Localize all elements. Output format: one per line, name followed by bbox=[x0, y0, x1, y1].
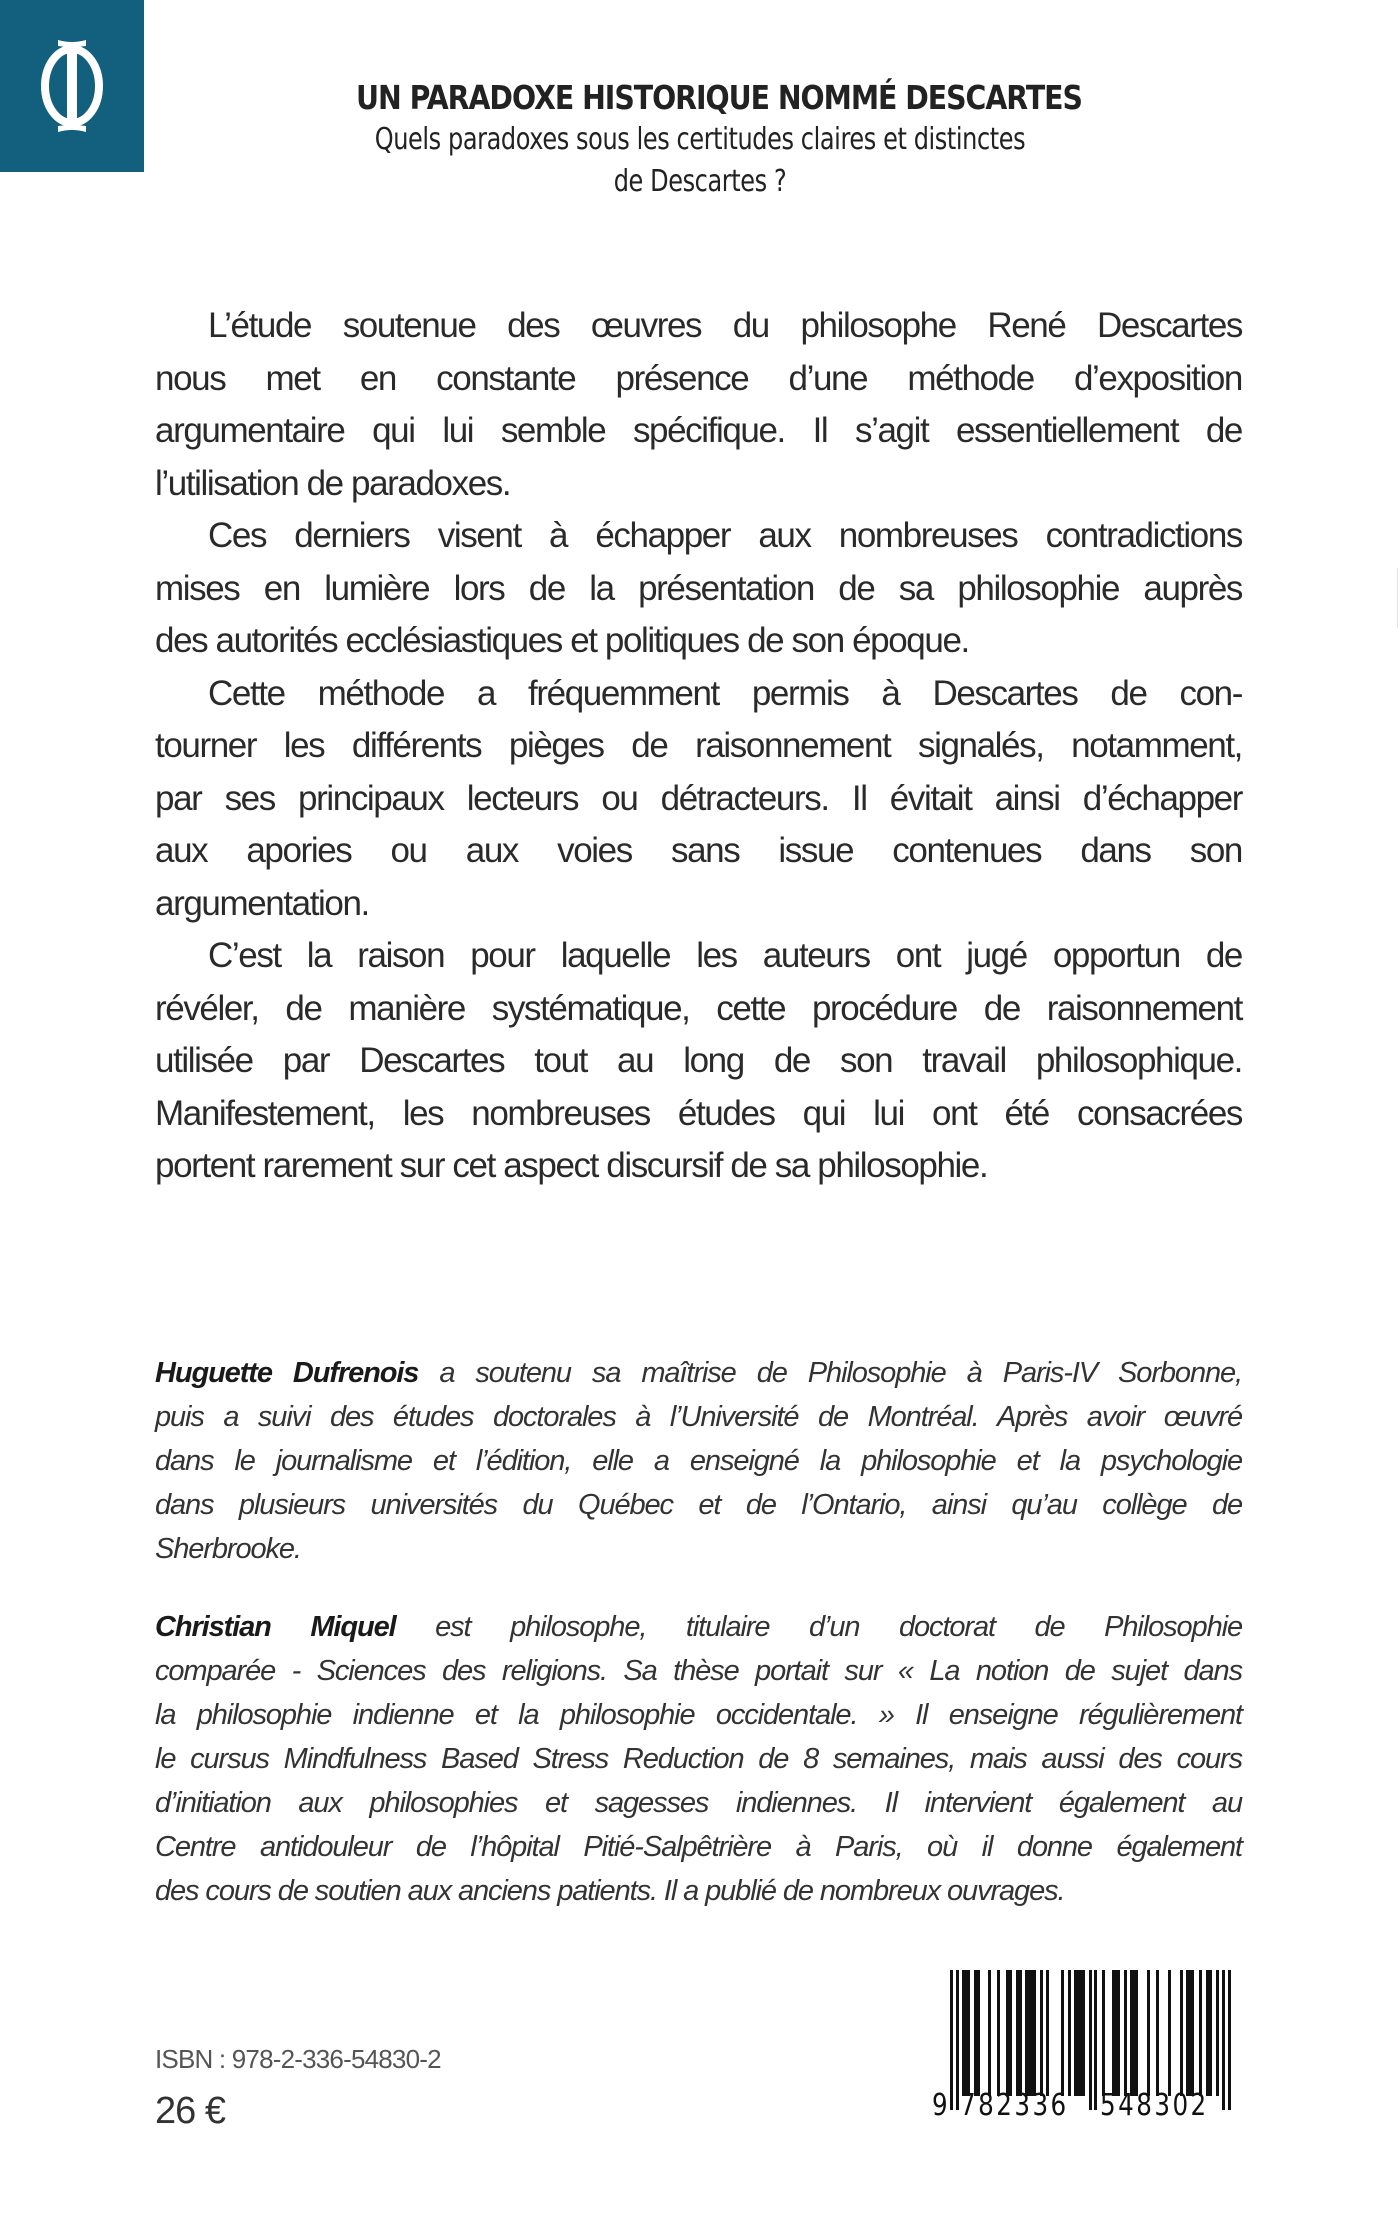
bio-line: Centre antidouleur de l’hôpital Pitié-Salpêtrière à Paris, où il donne également bbox=[155, 1831, 1242, 1863]
publisher-logo bbox=[0, 0, 144, 172]
edge-mark bbox=[1397, 568, 1398, 628]
bio-line: dans plusieurs universités du Québec et de l’Ontario, ainsi qu’au collège de bbox=[155, 1489, 1242, 1521]
author-name: Huguette Dufrenois bbox=[155, 1357, 419, 1389]
summary-line: tourner les différents pièges de raisonnement signalés, notamment, bbox=[155, 726, 1242, 765]
summary-line: Manifestement, les nombreuses études qui lui ont été consacrées bbox=[155, 1094, 1242, 1133]
bio-line: d’initiation aux philosophies et sagesses indiennes. Il intervient également au bbox=[155, 1787, 1242, 1819]
summary-line: Cette méthode a fréquemment permis à Descartes de con- bbox=[208, 674, 1242, 713]
book-title: UN PARADOXE HISTORIQUE NOMMÉ DESCARTES bbox=[356, 78, 1082, 117]
author-name: Christian Miquel bbox=[155, 1611, 396, 1643]
bio-line: Huguette Dufrenois a soutenu sa maîtrise de Philosophie à Paris-IV Sorbonne, bbox=[155, 1357, 1242, 1389]
summary-line: argumentaire qui lui semble spécifique. Il s’agit essentiellement de bbox=[155, 411, 1242, 450]
summary-line: argumentation. bbox=[155, 884, 369, 923]
summary-line: mises en lumière lors de la présentation de sa philosophie auprès bbox=[155, 569, 1242, 608]
summary-line: des autorités ecclésiastiques et politiques de son époque. bbox=[155, 621, 969, 660]
book-subtitle-line-1: Quels paradoxes sous les certitudes claires et distinctes bbox=[374, 122, 1026, 157]
bio-line: dans le journalisme et l’édition, elle a enseigné la philosophie et la psychologie bbox=[155, 1445, 1242, 1477]
bio-line: Christian Miquel est philosophe, titulaire d’un doctorat de Philosophie bbox=[155, 1611, 1242, 1643]
bio-line: des cours de soutien aux anciens patients. Il a publié de nombreux ouvrages. bbox=[155, 1875, 1065, 1907]
price-text: 26 € bbox=[155, 2090, 225, 2132]
summary-line: par ses principaux lecteurs ou détracteurs. Il évitait ainsi d’échapper bbox=[155, 779, 1242, 818]
summary-line: L’étude soutenue des œuvres du philosophe René Descartes bbox=[208, 306, 1242, 345]
phi-icon bbox=[0, 0, 144, 172]
summary-line: l’utilisation de paradoxes. bbox=[155, 464, 511, 503]
bio-line: puis a suivi des études doctorales à l’Université de Montréal. Après avoir œuvré bbox=[155, 1401, 1242, 1433]
summary-line: révéler, de manière systématique, cette procédure de raisonnement bbox=[155, 989, 1242, 1028]
bio-line: le cursus Mindfulness Based Stress Reduction de 8 semaines, mais aussi des cours bbox=[155, 1743, 1242, 1775]
barcode-left-digits: 782336 bbox=[960, 2088, 1069, 2123]
summary-line: utilisée par Descartes tout au long de son travail philosophique. bbox=[155, 1041, 1242, 1080]
book-subtitle-line-2: de Descartes ? bbox=[613, 164, 787, 199]
summary-line: portent rarement sur cet aspect discursif de sa philosophie. bbox=[155, 1146, 988, 1185]
summary-line: aux apories ou aux voies sans issue contenues dans son bbox=[155, 831, 1242, 870]
barcode-first-digit: 9 bbox=[932, 2088, 951, 2123]
barcode-right-digits: 548302 bbox=[1100, 2088, 1209, 2123]
summary-line: Ces derniers visent à échapper aux nombreuses contradictions bbox=[208, 516, 1242, 555]
summary-line: C’est la raison pour laquelle les auteurs ont jugé opportun de bbox=[208, 936, 1242, 975]
bio-line: la philosophie indienne et la philosophie occidentale. » Il enseigne régulièrement bbox=[155, 1699, 1242, 1731]
bio-line: comparée - Sciences des religions. Sa thèse portait sur « La notion de sujet dans bbox=[155, 1655, 1242, 1687]
bio-line: Sherbrooke. bbox=[155, 1533, 301, 1565]
isbn-text: ISBN : 978-2-336-54830-2 bbox=[155, 2044, 441, 2074]
summary-line: nous met en constante présence d’une méthode d’exposition bbox=[155, 359, 1242, 398]
